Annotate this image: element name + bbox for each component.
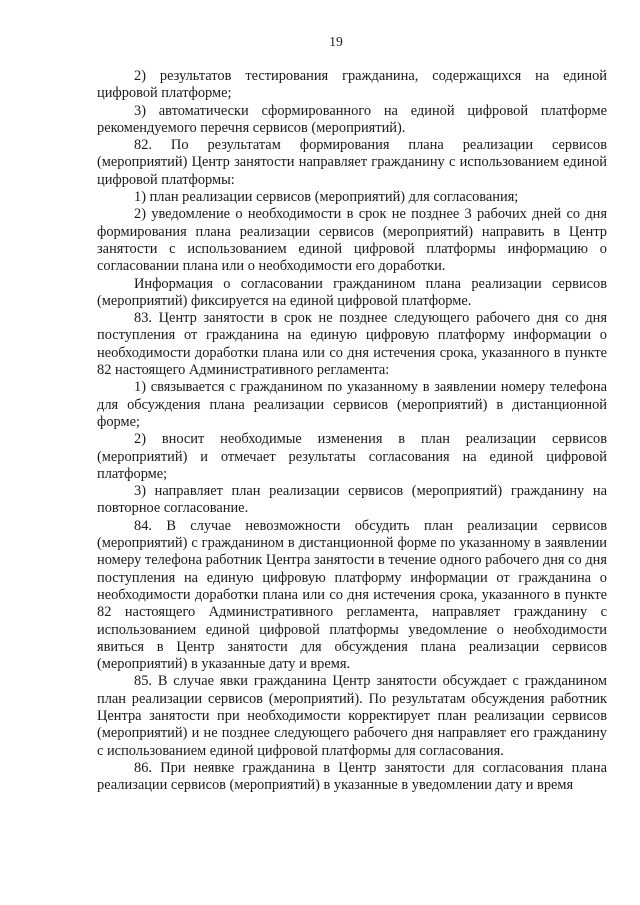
document-body: [97, 68, 607, 794]
paragraph-85: 85. В случае явки гражданина Центр занятости обсуждает с гражданином план реализации сервисов (мероприятий). По результатам обсуждения работник Центра занятости при необходимости корректирует план реализации сервисов (мероприятий) и не позднее следующего рабочего дня направляет его гражданину с использованием единой цифровой платформы для согласования.: [97, 673, 607, 759]
paragraph-82-item-2: 2) уведомление о необходимости в срок не позднее 3 рабочих дней со дня формирования плана реализации сервисов (мероприятий) направить в Центр занятости с использованием единой цифровой платформы информацию о согласовании плана или о необходимости его доработки.: [97, 206, 607, 275]
paragraph-86: 86. При неявке гражданина в Центр занятости для согласования плана реализации сервисов (мероприятий) в указанные в уведомлении дату и время: [97, 759, 607, 794]
paragraph-84: 84. В случае невозможности обсудить план реализации сервисов (мероприятий) с гражданином в дистанционной форме по указанному в заявлении номеру телефона работник Центра занятости в течение одного рабочего дня со дня поступления на единую цифровую платформу информации от гражданина о необходимости доработки плана или со дня истечения срока, указанного в пункте 82 настоящего Административного регламента, направляет гражданину с использованием единой цифровой платформы уведомление о необходимости явиться в Центр занятости для обсуждения плана реализации сервисов (мероприятий) в указанные дату и время.: [97, 517, 607, 673]
paragraph-agreement-info: Информация о согласовании гражданином плана реализации сервисов (мероприятий) фиксируется на единой цифровой платформе.: [97, 275, 607, 309]
paragraph-83-item-3: 3) направляет план реализации сервисов (мероприятий) гражданину на повторное согласование.: [97, 483, 607, 517]
paragraph-83-item-1: 1) связывается с гражданином по указанному в заявлении номеру телефона для обсуждения плана реализации сервисов (мероприятий) в дистанционной форме;: [97, 379, 607, 430]
paragraph-item-2-results: 2) результатов тестирования гражданина, содержащихся на единой цифровой платформе;: [97, 68, 607, 102]
paragraph-83-item-2: 2) вносит необходимые изменения в план реализации сервисов (мероприятий) и отмечает результаты согласования на единой цифровой платформе;: [97, 431, 607, 482]
paragraph-82-item-1: 1) план реализации сервисов (мероприятий) для согласования;: [134, 189, 519, 206]
paragraph-82: 82. По результатам формирования плана реализации сервисов (мероприятий) Центр занятости направляет гражданину с использованием единой цифровой платформы:: [97, 137, 607, 188]
paragraph-item-3-services-list: 3) автоматически сформированного на единой цифровой платформе рекомендуемого перечня сервисов (мероприятий).: [97, 102, 607, 136]
page-number: 19: [329, 34, 343, 49]
paragraph-83: 83. Центр занятости в срок не позднее следующего рабочего дня со дня поступления от гражданина на единую цифровую платформу информации о необходимости доработки плана или со дня истечения срока, указанного в пункте 82 настоящего Административного регламента:: [97, 310, 607, 379]
